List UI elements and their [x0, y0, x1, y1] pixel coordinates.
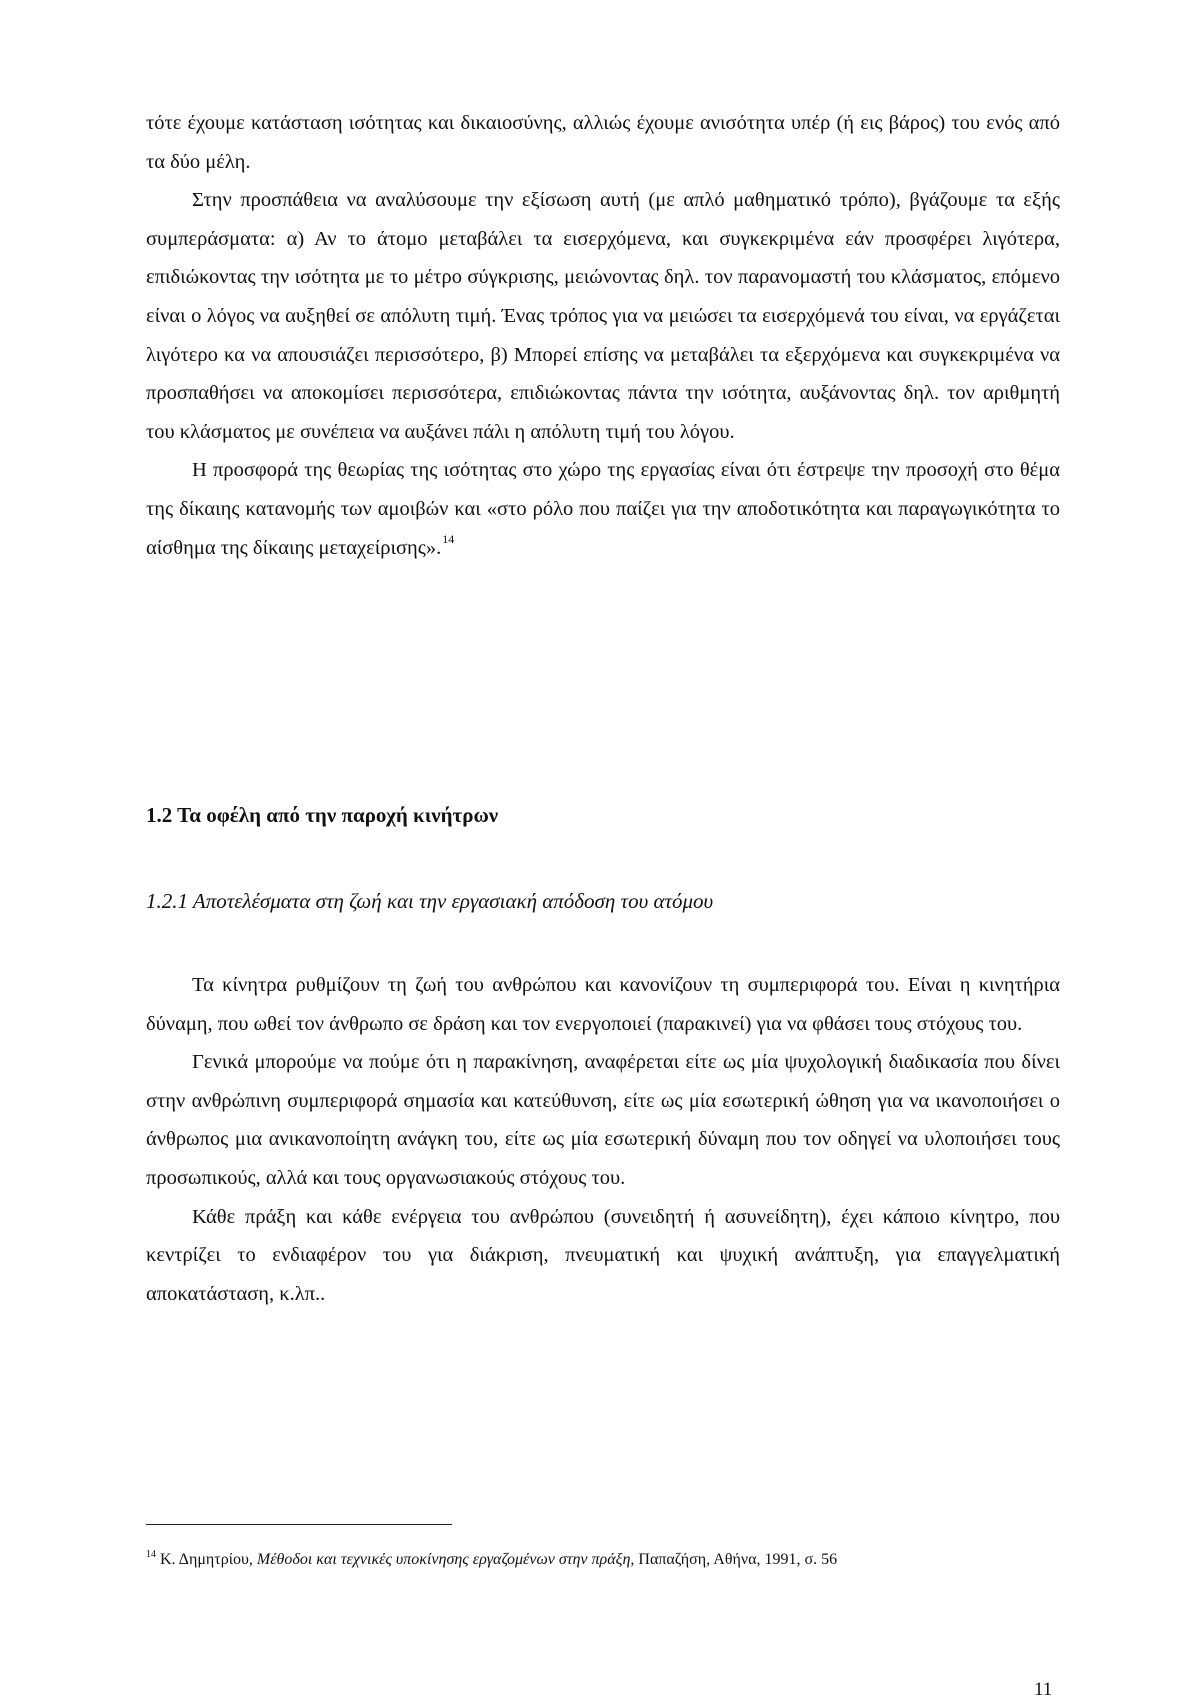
paragraph-continuation: τότε έχουμε κατάσταση ισότητας και δικαιοσύνης, αλλιώς έχουμε ανισότητα υπέρ (ή εις βάρος) του ενός από τα δύο μέλη. — [146, 112, 1060, 173]
subsection-heading: 1.2.1 Αποτελέσματα στη ζωή και την εργασιακή απόδοση του ατόμου — [146, 889, 714, 913]
footnote-publisher: Παπαζήση, Αθήνα, 1991, σ. 56 — [638, 1551, 838, 1568]
footnote-number: 14 — [146, 1549, 156, 1560]
footnote-title: Μέθοδοι και τεχνικές υποκίνησης εργαζομένων στην πράξη, — [256, 1551, 635, 1568]
paragraph-equity-theory-contribution — [146, 451, 1060, 567]
document-page — [146, 104, 1060, 1700]
page-number: 11 — [1034, 1679, 1053, 1700]
section-heading: 1.2 Τα οφέλη από την παροχή κινήτρων — [146, 803, 499, 827]
section-body — [146, 966, 1060, 1313]
footnote — [146, 1548, 1060, 1572]
footnote-author: Κ. Δημητρίου, — [160, 1551, 253, 1568]
paragraph-motivation-definition: Γενικά μπορούμε να πούμε ότι η παρακίνηση, αναφέρεται είτε ως μία ψυχολογική διαδικασία που δίνει στην ανθρώπινη συμπεριφορά σημασία και κατεύθυνση, είτε ως μία εσωτερική ώθηση για να ικανοποιήσει ο άνθρωπος μια ανικανοποίητη ανάγκη του, είτε ως μία εσωτερική δύναμη που τον οδηγεί να υλοποιήσει τους προσωπικούς, αλλά και τους οργανωσιακούς στόχους του. — [146, 1051, 1060, 1189]
footnote-reference[interactable]: 14 — [442, 531, 455, 546]
paragraph-every-action-motive: Κάθε πράξη και κάθε ενέργεια του ανθρώπου (συνειδητή ή ασυνείδητη), έχει κάποιο κίνητρο, που κεντρίζει το ενδιαφέρον του για διάκριση, πνευματική και ψυχική ανάπτυξη, για επαγγελματική αποκατάσταση, κ.λπ.. — [146, 1205, 1060, 1305]
paragraph-text: Η προσφορά της θεωρίας της ισότητας στο χώρο της εργασίας είναι ότι έστρεψε την προσοχή στο θέμα της δίκαιης κατανομής των αμοιβών και «στο ρόλο που παίζει για την αποδοτικότητα και παραγωγικότητα το αίσθημα της δίκαιης μεταχείρισης». — [146, 459, 1060, 559]
footnote-separator — [146, 1524, 452, 1525]
paragraph-incentives-regulate-life: Τα κίνητρα ρυθμίζουν τη ζωή του ανθρώπου και κανονίζουν τη συμπεριφορά του. Είναι η κινητήρια δύναμη, που ωθεί τον άνθρωπο σε δράση και τον ενεργοποιεί (παρακινεί) για να φθάσει τους στόχους του. — [146, 974, 1060, 1035]
paragraph-equation-analysis: Στην προσπάθεια να αναλύσουμε την εξίσωση αυτή (με απλό μαθηματικό τρόπο), βγάζουμε τα εξής συμπεράσματα: α) Αν το άτομο μεταβάλει τα εισερχόμενα, και συγκεκριμένα εάν προσφέρει λιγότερα, επιδιώκοντας την ισότητα με το μέτρο σύγκρισης, μειώνοντας δηλ. τον παρανομαστή του κλάσματος, επόμενο είναι ο λόγος να αυξηθεί σε απόλυτη τιμή. Ένας τρόπος για να μειώσει τα εισερχόμενά του είναι, να εργάζεται λιγότερο κα να απουσιάζει περισσότερο, β) Μπορεί επίσης να μεταβάλει τα εξερχόμενα και συγκεκριμένα να προσπαθήσει να αποκομίσει περισσότερα, επιδιώκοντας πάντα την ισότητα, αυξάνοντας δηλ. τον αριθμητή του κλάσματος με συνέπεια να αυξάνει πάλι η απόλυτη τιμή του λόγου. — [146, 189, 1060, 443]
